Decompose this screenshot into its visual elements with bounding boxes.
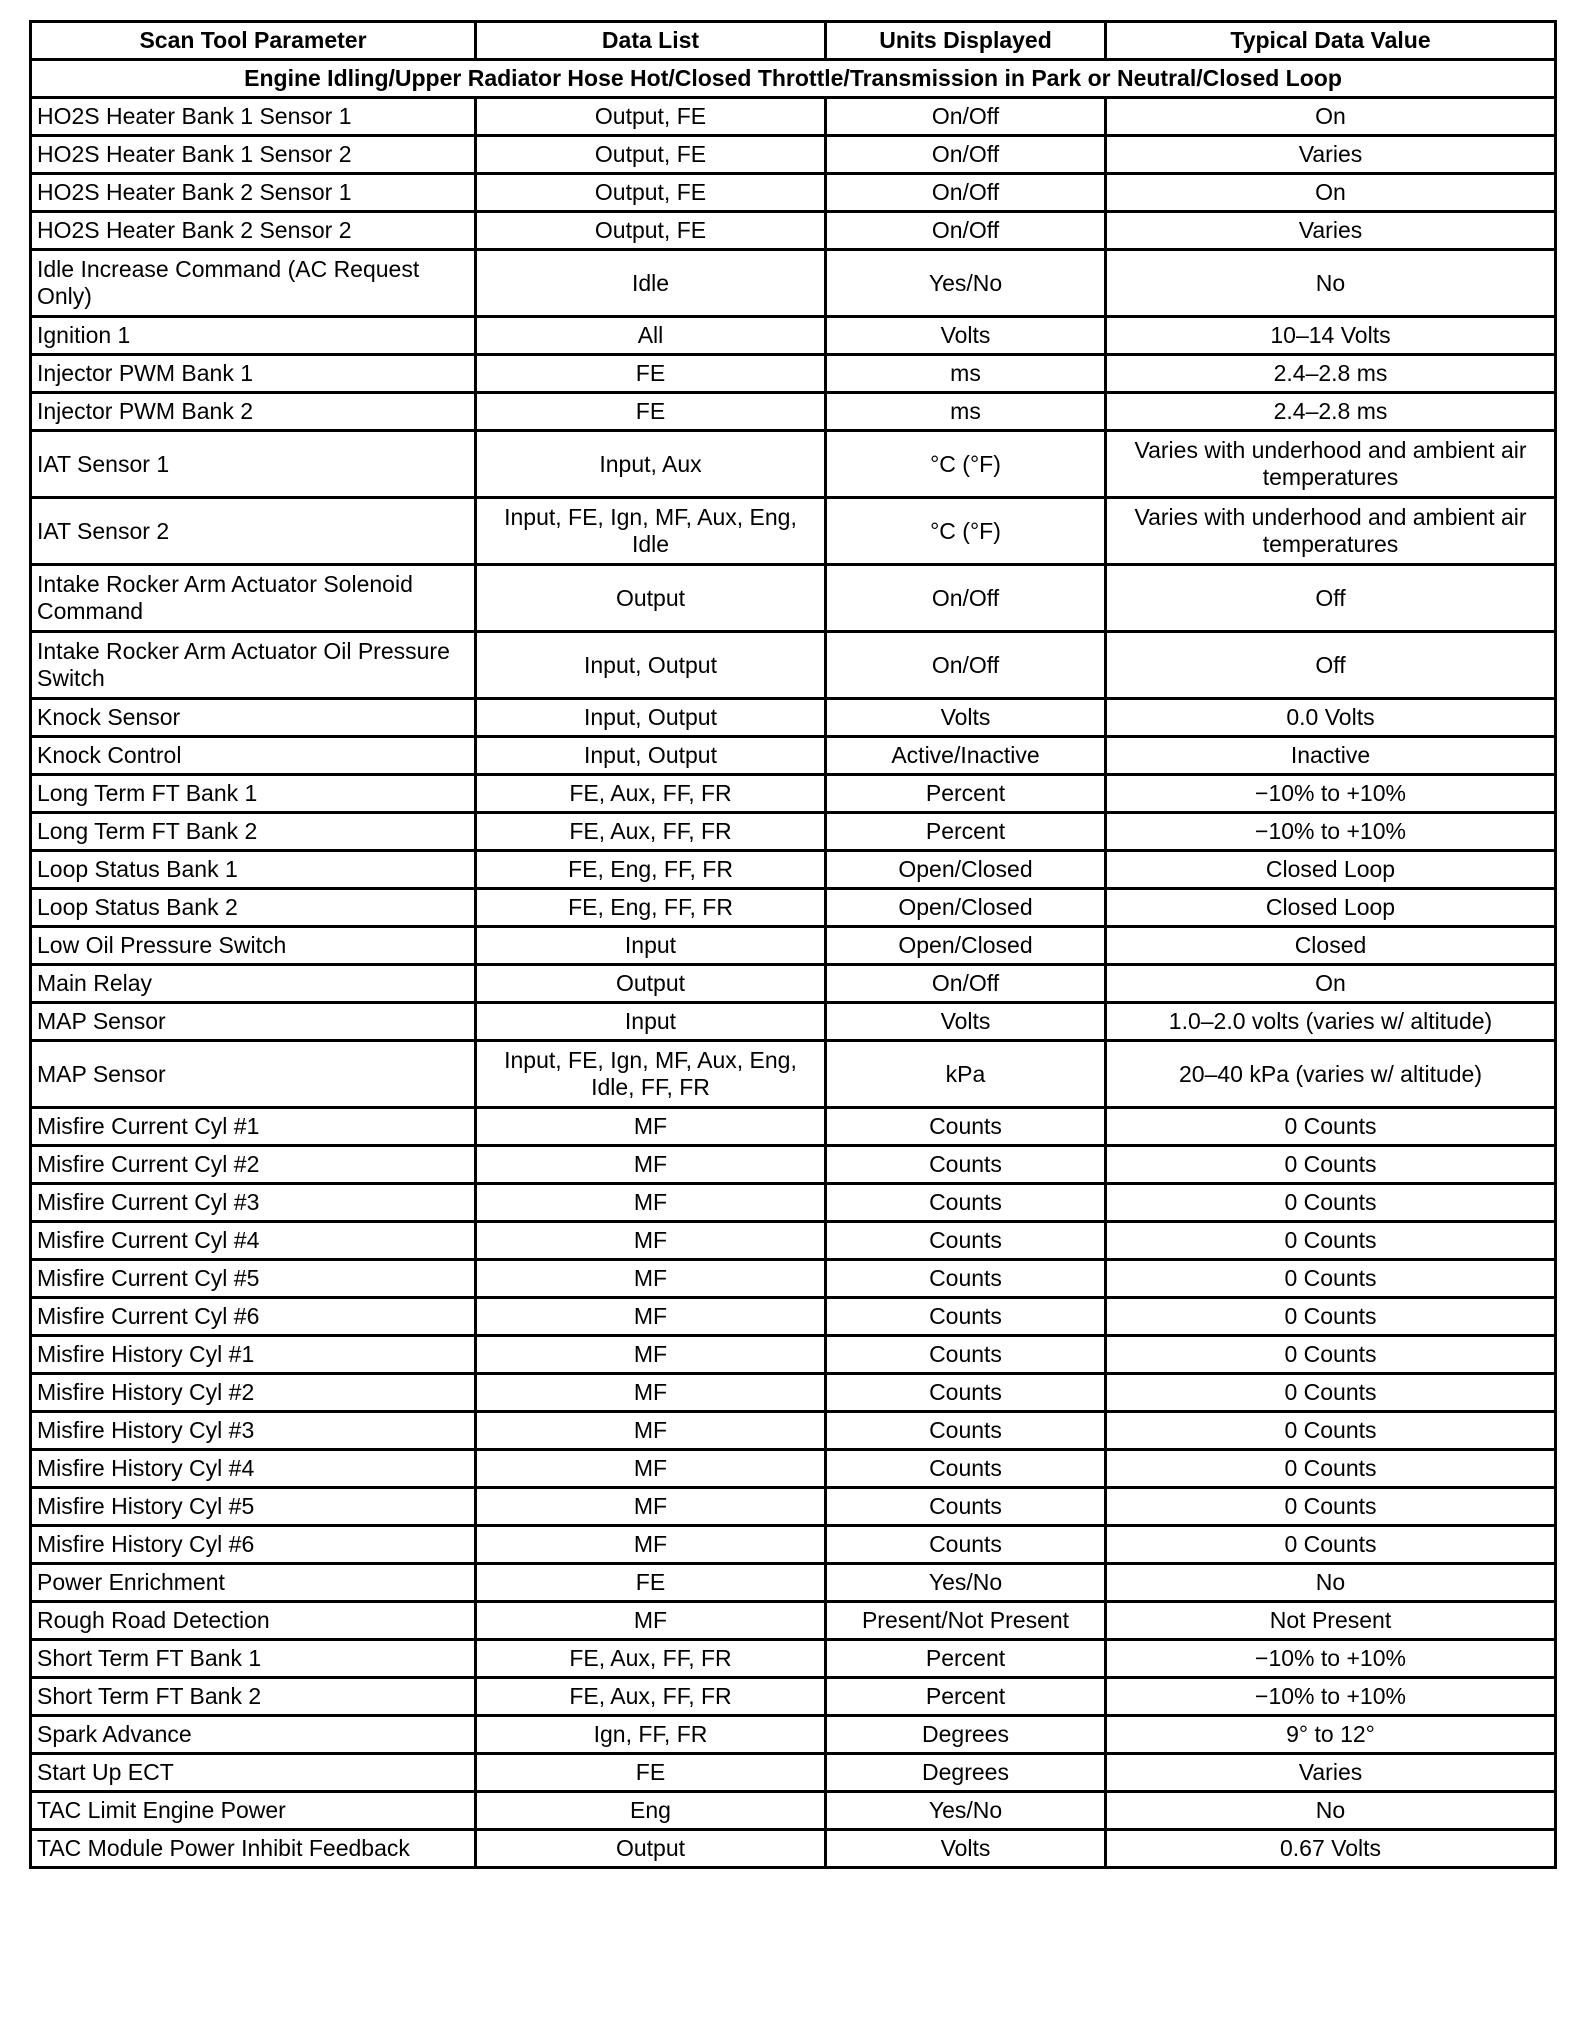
- units-cell: °C (°F): [826, 498, 1106, 565]
- typical-value-cell: 1.0–2.0 volts (varies w/ altitude): [1106, 1003, 1556, 1041]
- column-header-parameter: Scan Tool Parameter: [31, 22, 476, 60]
- units-cell: Open/Closed: [826, 889, 1106, 927]
- param-cell: Misfire History Cyl #1: [31, 1336, 476, 1374]
- units-cell: On/Off: [826, 212, 1106, 250]
- typical-value-cell: No: [1106, 1564, 1556, 1602]
- data-list-cell: FE, Aux, FF, FR: [476, 1678, 826, 1716]
- param-cell: Misfire Current Cyl #3: [31, 1184, 476, 1222]
- table-row: [31, 1184, 1556, 1222]
- param-cell: Intake Rocker Arm Actuator Solenoid Command: [31, 565, 476, 632]
- table-row: [31, 1041, 1556, 1108]
- data-list-cell: Input, Output: [476, 632, 826, 699]
- param-cell: HO2S Heater Bank 1 Sensor 2: [31, 136, 476, 174]
- param-cell: Misfire Current Cyl #1: [31, 1108, 476, 1146]
- typical-value-cell: Closed Loop: [1106, 889, 1556, 927]
- table-row: [31, 1450, 1556, 1488]
- typical-value-cell: 0 Counts: [1106, 1222, 1556, 1260]
- param-cell: Misfire History Cyl #2: [31, 1374, 476, 1412]
- table-body: [31, 60, 1556, 1868]
- units-cell: On/Off: [826, 965, 1106, 1003]
- typical-value-cell: On: [1106, 98, 1556, 136]
- typical-value-cell: 0 Counts: [1106, 1184, 1556, 1222]
- table-row: [31, 1640, 1556, 1678]
- data-list-cell: Input, Output: [476, 699, 826, 737]
- param-cell: Idle Increase Command (AC Request Only): [31, 250, 476, 317]
- units-cell: Open/Closed: [826, 851, 1106, 889]
- typical-value-cell: 0 Counts: [1106, 1374, 1556, 1412]
- typical-value-cell: Not Present: [1106, 1602, 1556, 1640]
- data-list-cell: FE, Aux, FF, FR: [476, 775, 826, 813]
- param-cell: IAT Sensor 1: [31, 431, 476, 498]
- param-cell: Knock Control: [31, 737, 476, 775]
- units-cell: On/Off: [826, 174, 1106, 212]
- units-cell: °C (°F): [826, 431, 1106, 498]
- scan-tool-data-table: [29, 20, 1557, 1869]
- table-row: [31, 1003, 1556, 1041]
- param-cell: MAP Sensor: [31, 1003, 476, 1041]
- typical-value-cell: −10% to +10%: [1106, 813, 1556, 851]
- data-list-cell: MF: [476, 1488, 826, 1526]
- param-cell: HO2S Heater Bank 2 Sensor 2: [31, 212, 476, 250]
- typical-value-cell: 0 Counts: [1106, 1260, 1556, 1298]
- data-list-cell: MF: [476, 1374, 826, 1412]
- column-header-data-list: Data List: [476, 22, 826, 60]
- typical-value-cell: On: [1106, 965, 1556, 1003]
- units-cell: Counts: [826, 1526, 1106, 1564]
- table-row: [31, 98, 1556, 136]
- table-row: [31, 1754, 1556, 1792]
- param-cell: Short Term FT Bank 1: [31, 1640, 476, 1678]
- data-list-cell: MF: [476, 1184, 826, 1222]
- typical-value-cell: −10% to +10%: [1106, 1640, 1556, 1678]
- typical-value-cell: Inactive: [1106, 737, 1556, 775]
- param-cell: Knock Sensor: [31, 699, 476, 737]
- units-cell: Yes/No: [826, 250, 1106, 317]
- typical-value-cell: −10% to +10%: [1106, 1678, 1556, 1716]
- units-cell: Counts: [826, 1184, 1106, 1222]
- typical-value-cell: Varies with underhood and ambient air temperatures: [1106, 498, 1556, 565]
- data-list-cell: MF: [476, 1298, 826, 1336]
- units-cell: On/Off: [826, 98, 1106, 136]
- typical-value-cell: 0 Counts: [1106, 1298, 1556, 1336]
- param-cell: MAP Sensor: [31, 1041, 476, 1108]
- units-cell: Counts: [826, 1374, 1106, 1412]
- typical-value-cell: 0 Counts: [1106, 1450, 1556, 1488]
- units-cell: Counts: [826, 1298, 1106, 1336]
- units-cell: Volts: [826, 1003, 1106, 1041]
- table-row: [31, 498, 1556, 565]
- param-cell: Power Enrichment: [31, 1564, 476, 1602]
- data-list-cell: Input, Aux: [476, 431, 826, 498]
- param-cell: Misfire History Cyl #4: [31, 1450, 476, 1488]
- units-cell: Yes/No: [826, 1564, 1106, 1602]
- table-row: [31, 174, 1556, 212]
- typical-value-cell: 0.67 Volts: [1106, 1830, 1556, 1868]
- table-row: [31, 431, 1556, 498]
- units-cell: kPa: [826, 1041, 1106, 1108]
- units-cell: Degrees: [826, 1716, 1106, 1754]
- units-cell: ms: [826, 355, 1106, 393]
- units-cell: Counts: [826, 1108, 1106, 1146]
- data-list-cell: MF: [476, 1412, 826, 1450]
- units-cell: Open/Closed: [826, 927, 1106, 965]
- table-row: [31, 1716, 1556, 1754]
- units-cell: Counts: [826, 1260, 1106, 1298]
- table-row: [31, 813, 1556, 851]
- units-cell: Counts: [826, 1336, 1106, 1374]
- param-cell: Injector PWM Bank 2: [31, 393, 476, 431]
- typical-value-cell: −10% to +10%: [1106, 775, 1556, 813]
- table-row: [31, 1374, 1556, 1412]
- table-row: [31, 250, 1556, 317]
- data-list-cell: Output, FE: [476, 136, 826, 174]
- param-cell: IAT Sensor 2: [31, 498, 476, 565]
- table-row: [31, 1602, 1556, 1640]
- column-header-units: Units Displayed: [826, 22, 1106, 60]
- table-row: [31, 1298, 1556, 1336]
- param-cell: Misfire Current Cyl #4: [31, 1222, 476, 1260]
- param-cell: Intake Rocker Arm Actuator Oil Pressure Switch: [31, 632, 476, 699]
- data-list-cell: Output: [476, 565, 826, 632]
- table-row: [31, 355, 1556, 393]
- units-cell: Counts: [826, 1488, 1106, 1526]
- table-row: [31, 1678, 1556, 1716]
- param-cell: Loop Status Bank 1: [31, 851, 476, 889]
- typical-value-cell: 2.4–2.8 ms: [1106, 355, 1556, 393]
- typical-value-cell: Varies: [1106, 212, 1556, 250]
- typical-value-cell: 2.4–2.8 ms: [1106, 393, 1556, 431]
- units-cell: Volts: [826, 699, 1106, 737]
- units-cell: On/Off: [826, 565, 1106, 632]
- data-list-cell: Input, FE, Ign, MF, Aux, Eng, Idle: [476, 498, 826, 565]
- units-cell: Volts: [826, 1830, 1106, 1868]
- typical-value-cell: 0 Counts: [1106, 1146, 1556, 1184]
- param-cell: Ignition 1: [31, 317, 476, 355]
- typical-value-cell: Varies: [1106, 1754, 1556, 1792]
- typical-value-cell: 20–40 kPa (varies w/ altitude): [1106, 1041, 1556, 1108]
- table-row: [31, 632, 1556, 699]
- typical-value-cell: Varies with underhood and ambient air temperatures: [1106, 431, 1556, 498]
- units-cell: ms: [826, 393, 1106, 431]
- param-cell: Misfire History Cyl #6: [31, 1526, 476, 1564]
- table-row: [31, 1260, 1556, 1298]
- param-cell: TAC Module Power Inhibit Feedback: [31, 1830, 476, 1868]
- data-list-cell: FE, Aux, FF, FR: [476, 1640, 826, 1678]
- param-cell: Injector PWM Bank 1: [31, 355, 476, 393]
- typical-value-cell: No: [1106, 1792, 1556, 1830]
- typical-value-cell: 0 Counts: [1106, 1108, 1556, 1146]
- data-list-cell: Input, Output: [476, 737, 826, 775]
- units-cell: Counts: [826, 1412, 1106, 1450]
- data-list-cell: MF: [476, 1602, 826, 1640]
- param-cell: Misfire History Cyl #3: [31, 1412, 476, 1450]
- table-row: [31, 1412, 1556, 1450]
- table-row: [31, 1792, 1556, 1830]
- param-cell: TAC Limit Engine Power: [31, 1792, 476, 1830]
- table-row: [31, 775, 1556, 813]
- data-list-cell: MF: [476, 1146, 826, 1184]
- param-cell: Misfire History Cyl #5: [31, 1488, 476, 1526]
- typical-value-cell: 0 Counts: [1106, 1336, 1556, 1374]
- units-cell: Counts: [826, 1450, 1106, 1488]
- units-cell: On/Off: [826, 136, 1106, 174]
- param-cell: Rough Road Detection: [31, 1602, 476, 1640]
- data-list-cell: FE, Eng, FF, FR: [476, 851, 826, 889]
- table-row: [31, 1336, 1556, 1374]
- param-cell: Long Term FT Bank 2: [31, 813, 476, 851]
- param-cell: HO2S Heater Bank 1 Sensor 1: [31, 98, 476, 136]
- data-list-cell: FE, Aux, FF, FR: [476, 813, 826, 851]
- table-row: [31, 317, 1556, 355]
- table-row: [31, 1146, 1556, 1184]
- table-row: [31, 927, 1556, 965]
- typical-value-cell: 0.0 Volts: [1106, 699, 1556, 737]
- table-row: [31, 1488, 1556, 1526]
- data-list-cell: MF: [476, 1260, 826, 1298]
- typical-value-cell: Closed: [1106, 927, 1556, 965]
- table-row: [31, 212, 1556, 250]
- units-cell: On/Off: [826, 632, 1106, 699]
- data-list-cell: Idle: [476, 250, 826, 317]
- units-cell: Counts: [826, 1146, 1106, 1184]
- units-cell: Percent: [826, 775, 1106, 813]
- table-row: [31, 737, 1556, 775]
- data-list-cell: Output: [476, 1830, 826, 1868]
- data-list-cell: FE: [476, 393, 826, 431]
- data-list-cell: MF: [476, 1222, 826, 1260]
- data-list-cell: MF: [476, 1526, 826, 1564]
- param-cell: Loop Status Bank 2: [31, 889, 476, 927]
- data-list-cell: Output, FE: [476, 174, 826, 212]
- data-list-cell: MF: [476, 1108, 826, 1146]
- units-cell: Percent: [826, 1678, 1106, 1716]
- data-list-cell: Input: [476, 1003, 826, 1041]
- data-list-cell: MF: [476, 1336, 826, 1374]
- section-title: Engine Idling/Upper Radiator Hose Hot/Closed Throttle/Transmission in Park or Neutral/Closed Loop: [31, 60, 1556, 98]
- data-list-cell: Input: [476, 927, 826, 965]
- data-list-cell: FE: [476, 355, 826, 393]
- table-row: [31, 1830, 1556, 1868]
- data-list-cell: Output, FE: [476, 212, 826, 250]
- table-row: [31, 393, 1556, 431]
- param-cell: HO2S Heater Bank 2 Sensor 1: [31, 174, 476, 212]
- data-list-cell: Output: [476, 965, 826, 1003]
- table-row: [31, 1526, 1556, 1564]
- typical-value-cell: 9° to 12°: [1106, 1716, 1556, 1754]
- data-list-cell: Eng: [476, 1792, 826, 1830]
- typical-value-cell: 0 Counts: [1106, 1488, 1556, 1526]
- column-header-typical: Typical Data Value: [1106, 22, 1556, 60]
- typical-value-cell: Off: [1106, 632, 1556, 699]
- table-row: [31, 1564, 1556, 1602]
- typical-value-cell: No: [1106, 250, 1556, 317]
- data-list-cell: All: [476, 317, 826, 355]
- typical-value-cell: 0 Counts: [1106, 1412, 1556, 1450]
- typical-value-cell: 0 Counts: [1106, 1526, 1556, 1564]
- typical-value-cell: On: [1106, 174, 1556, 212]
- param-cell: Misfire Current Cyl #2: [31, 1146, 476, 1184]
- param-cell: Long Term FT Bank 1: [31, 775, 476, 813]
- data-list-cell: FE: [476, 1754, 826, 1792]
- units-cell: Active/Inactive: [826, 737, 1106, 775]
- units-cell: Present/Not Present: [826, 1602, 1106, 1640]
- units-cell: Yes/No: [826, 1792, 1106, 1830]
- param-cell: Short Term FT Bank 2: [31, 1678, 476, 1716]
- param-cell: Misfire Current Cyl #6: [31, 1298, 476, 1336]
- typical-value-cell: Closed Loop: [1106, 851, 1556, 889]
- param-cell: Low Oil Pressure Switch: [31, 927, 476, 965]
- table-row: [31, 965, 1556, 1003]
- table-row: [31, 889, 1556, 927]
- param-cell: Spark Advance: [31, 1716, 476, 1754]
- data-list-cell: FE, Eng, FF, FR: [476, 889, 826, 927]
- units-cell: Percent: [826, 1640, 1106, 1678]
- table-row: [31, 136, 1556, 174]
- table-row: [31, 851, 1556, 889]
- param-cell: Misfire Current Cyl #5: [31, 1260, 476, 1298]
- table-row: [31, 1222, 1556, 1260]
- typical-value-cell: Off: [1106, 565, 1556, 632]
- data-list-cell: FE: [476, 1564, 826, 1602]
- typical-value-cell: 10–14 Volts: [1106, 317, 1556, 355]
- units-cell: Counts: [826, 1222, 1106, 1260]
- header-row: [31, 22, 1556, 60]
- data-list-cell: MF: [476, 1450, 826, 1488]
- units-cell: Degrees: [826, 1754, 1106, 1792]
- units-cell: Volts: [826, 317, 1106, 355]
- param-cell: Main Relay: [31, 965, 476, 1003]
- table-row: [31, 565, 1556, 632]
- table-row: [31, 699, 1556, 737]
- typical-value-cell: Varies: [1106, 136, 1556, 174]
- units-cell: Percent: [826, 813, 1106, 851]
- data-list-cell: Ign, FF, FR: [476, 1716, 826, 1754]
- param-cell: Start Up ECT: [31, 1754, 476, 1792]
- data-list-cell: Input, FE, Ign, MF, Aux, Eng, Idle, FF, FR: [476, 1041, 826, 1108]
- section-row: [31, 60, 1556, 98]
- table-row: [31, 1108, 1556, 1146]
- data-list-cell: Output, FE: [476, 98, 826, 136]
